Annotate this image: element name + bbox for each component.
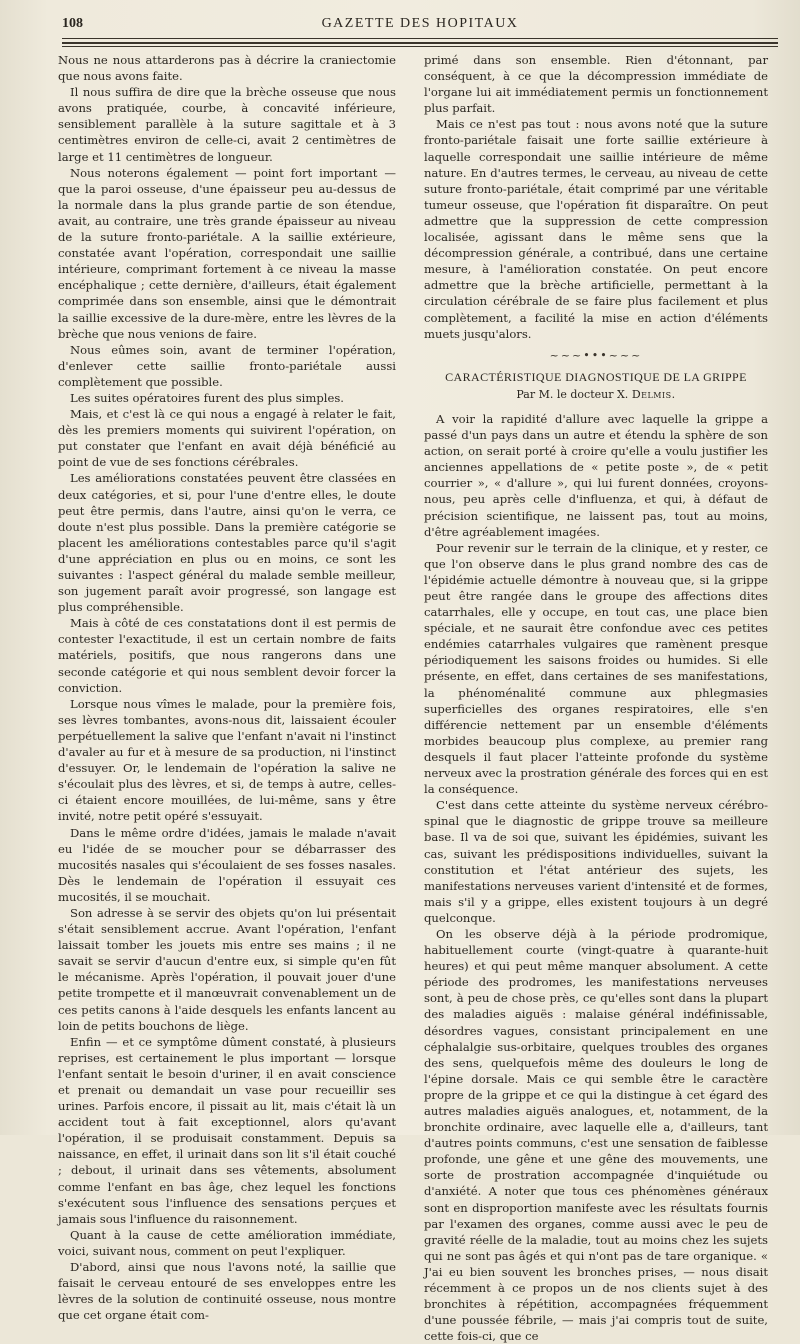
author-prefix: Par M. le docteur X. bbox=[516, 387, 629, 401]
right-column bbox=[424, 52, 768, 1344]
paragraph: Nous eûmes soin, avant de terminer l'opération, d'enlever cette saillie fronto-pariétale aussi complètement que possible. bbox=[58, 342, 396, 389]
author-name: Delmis. bbox=[631, 387, 676, 401]
paragraph: A voir la rapidité d'allure avec laquelle la grippe a passé d'un pays dans un autre et étendu la sphère de son action, on serait porté à croire qu'elle a voulu justifier les anciennes appellations de « petite poste », de « petit courrier », « d'allure », qui lui furent données, croyons-nous, peu après celle d'influenza, et qui, à défaut de précision scientifique, ne laissent pas, tout au moins, d'être agréablement imagées. bbox=[424, 411, 768, 539]
journal-title: GAZETTE DES HOPITAUX bbox=[321, 16, 519, 31]
paragraph: Dans le même ordre d'idées, jamais le malade n'avait eu l'idée de se moucher pour se débarrasser des mucosités nasales qui s'écoulaient de ses fosses nasales. Dès le lendemain de l'opération il essuyait ces mucosités, il se mouchait. bbox=[58, 825, 396, 904]
paragraph: Nous noterons également — point fort important — que la paroi osseuse, d'une épaisseur peu au-dessus de la normale dans la plus grande partie de son étendue, avait, au contraire, une très grande épaisseur au niveau de la suture fronto-pariétale. A la saillie extérieure, constatée avant l'opération, correspondait une saillie intérieure, comprimant fortement à ce niveau la masse encéphalique ; cette dernière, d'ailleurs, était également comprimée dans son ensemble, ainsi que le démontrait la saillie excessive de la dure-mère, entre les lèvres de la brèche que nous venions de faire. bbox=[58, 165, 396, 341]
paragraph: On les observe déjà à la période prodromique, habituellement courte (vingt-quatre à quarante-huit heures) et qui peut même manquer absolument. A cette période des prodromes, les manifestations nerveuses sont, à peu de chose près, ce qu'elles sont dans la plupart des maladies aiguës : malaise général indéfinissable, désordres vagues, consistant principalement en une céphalalgie sus-orbitaire, quelques troubles des organes des sens, quelquefois même des douleurs le long de l'épine dorsale. Mais ce qui semble être le caractère propre de la grippe et ce qui la distingue à cet égard des autres maladies aiguës analogues, et, notamment, de la bronchite ordinaire, avec laquelle elle a, d'ailleurs, tant d'autres points communs, c'est une sensation de faiblesse profonde, une gêne et une gêne des mouvements, une sorte de prostration accompagnée d'inquiétude ou d'anxiété. A noter que tous ces phénomènes généraux sont en disproportion manifeste avec les résultats fournis par l'examen des organes, comme aussi avec le peu de gravité réelle de la maladie, tout au moins chez les sujets qui ne sont pas âgés et qui n'ont pas de tare organique. « J'ai eu bien souvent les bronches prises, — nous disait récemment à ce propos un de nos clients sujet à des bronchites à répétition, accompagnées fréquemment d'une poussée fébrile, — mais j'ai compris tout de suite, cette fois-ci, que ce bbox=[424, 926, 768, 1344]
paragraph: C'est dans cette atteinte du système nerveux cérébro-spinal que le diagnostic de grippe trouve sa meilleure base. Il va de soi que, suivant les épidémies, suivant les cas, suivant les prédispositions individuelles, suivant la constitution et l'état antérieur des sujets, les manifestations nerveuses varient d'intensité et de formes, mais s'il y a grippe, elles existent toujours à un degré quelconque. bbox=[424, 798, 768, 925]
header-rule-bottom bbox=[62, 46, 778, 47]
left-column bbox=[58, 52, 396, 1323]
paragraph: Enfin — et ce symptôme dûment constaté, à plusieurs reprises, est certainement le plus important — lorsque l'enfant sentait le besoin d'uriner, il en avait conscience et prenait ou demandait un vase pour recueillir ses urines. Parfois encore, il pissait au lit, mais c'était là un accident tout à fait exceptionnel, alors qu'avant l'opération, il se produisait constamment. Depuis sa naissance, en effet, il urinait dans son lit s'il était couché ; debout, il urinait dans ses vêtements, absolument comme l'enfant en bas âge, chez lequel les fonctions s'exécutent sous l'influence des sensations perçues et jamais sous l'influence du raisonnement. bbox=[58, 1034, 396, 1226]
paragraph: Mais ce n'est pas tout : nous avons noté que la suture fronto-pariétale faisait une forte saillie extérieure à laquelle correspondait une saillie intérieure de même nature. En d'autres termes, le cerveau, au niveau de cette suture fronto-pariétale, était comprimé par une véritable tumeur osseuse, que l'opération fit disparaître. On peut admettre que la suppression de cette compression localisée, agissant dans le même sens que la décompression générale, a contribué, dans une certaine mesure, à l'amélioration constatée. On peut encore admettre que la brèche artificielle, permettant à la circulation cérébrale de se faire plus facilement et plus complètement, a facilité la mise en action d'éléments muets jusqu'alors. bbox=[424, 117, 768, 341]
paragraph: Quant à la cause de cette amélioration immédiate, voici, suivant nous, comment on peut l'expliquer. bbox=[58, 1227, 396, 1258]
paragraph: Lorsque nous vîmes le malade, pour la première fois, ses lèvres tombantes, avons-nous dit, laissaient écouler perpétuellement la salive que l'enfant n'avait ni l'instinct d'avaler au fur et à mesure de sa production, ni l'instinct d'essuyer. Or, le lendemain de l'opération la salive ne s'écoulait plus des lèvres, et si, de temps à autre, celles-ci étaient encore mouillées, de lui-même, sans y être invité, notre petit opéré s'essuyait. bbox=[58, 696, 396, 824]
page-number: 108 bbox=[62, 16, 83, 31]
paragraph: Les suites opératoires furent des plus simples. bbox=[70, 390, 344, 405]
header-rule-top bbox=[62, 38, 778, 39]
paragraph: Les améliorations constatées peuvent être classées en deux catégories, et si, pour l'une d'entre elles, le doute peut être permis, dans l'autre, ainsi qu'on le verra, ce doute n'est plus possible. Dans la première catégorie se placent les améliorations contestables parce qu'il s'agit d'une appréciation en plus ou en moins, ce sont les suivantes : l'aspect général du malade semble meilleur, son jugement paraît avoir progressé, son langage est plus compréhensible. bbox=[58, 471, 396, 615]
paragraph: Nous ne nous attarderons pas à décrire la craniectomie que nous avons faite. bbox=[58, 53, 396, 84]
section-divider-ornament: ~~~•••~~~ bbox=[549, 348, 643, 362]
article-author bbox=[424, 387, 768, 403]
paragraph: D'abord, ainsi que nous l'avons noté, la saillie que faisait le cerveau entouré de ses enveloppes entre les lèvres de la solution de continuité osseuse, nous montre que cet organe était com- bbox=[58, 1260, 396, 1323]
paragraph: Mais, et c'est là ce qui nous a engagé à relater le fait, dès les premiers moments qui suivirent l'opération, on put constater que l'enfant en avait déjà bénéficié au point de vue de ses fonctions cérébrales. bbox=[58, 407, 396, 470]
paragraph: Mais à côté de ces constatations dont il est permis de contester l'exactitude, il est un certain nombre de faits matériels, positifs, que nous rangerons dans une seconde catégorie et qui nous semblent devoir forcer la conviction. bbox=[58, 616, 396, 695]
paragraph: Son adresse à se servir des objets qu'on lui présentait s'était sensiblement accrue. Avant l'opération, l'enfant laissait tomber les jouets mis entre ses mains ; il ne savait se servir d'aucun d'entre eux, si simple qu'en fût le mécanisme. Après l'opération, il pouvait jouer d'une petite trompette et il manœuvrait convenablement un de ces petits canons à l'aide desquels les enfants lancent au loin de petits bouchons de liège. bbox=[58, 905, 396, 1033]
paragraph: Il nous suffira de dire que la brèche osseuse que nous avons pratiquée, courbe, à concavité inférieure, sensiblement parallèle à la suture sagittale et à 3 centimètres environ de celle-ci, avait 2 centimètres de large et 11 centimètres de longueur. bbox=[58, 85, 396, 164]
page-header bbox=[62, 14, 778, 44]
header-rule-middle bbox=[62, 42, 778, 44]
paragraph: primé dans son ensemble. Rien d'étonnant, par conséquent, à ce que la décompression immédiate de l'organe lui ait immédiatement permis un fonctionnement plus parfait. bbox=[424, 53, 768, 116]
section-title: CARACTÉRISTIQUE DIAGNOSTIQUE DE LA GRIPPE bbox=[445, 369, 747, 384]
paragraph: Pour revenir sur le terrain de la clinique, et y rester, ce que l'on observe dans le plus grand nombre des cas de l'épidémie actuelle démontre à nouveau que, si la grippe peut être rangée dans le groupe des affections dites catarrhales, elle y occupe, en tout cas, une place bien spéciale, et ne saurait être confondue avec ces petites endémies catarrhales vulgaires que ramènent presque périodiquement les saisons froides ou humides. Si elle présente, en effet, dans certaines de ses manifestations, la phénoménalité commune aux phlegmasies superficielles des organes respiratoires, elle s'en différencie nettement par un ensemble d'éléments morbides beaucoup plus complexe, au premier rang desquels il faut placer l'atteinte profonde du système nerveux avec la prostration générale des forces qui en est la conséquence. bbox=[424, 540, 768, 797]
